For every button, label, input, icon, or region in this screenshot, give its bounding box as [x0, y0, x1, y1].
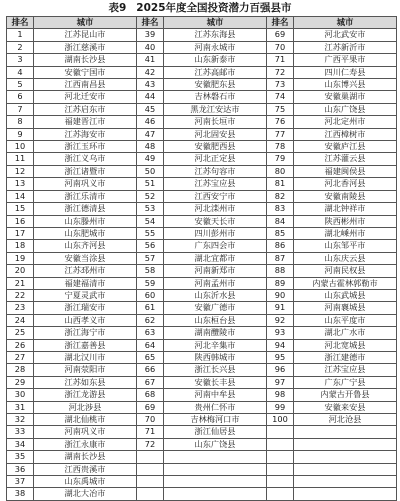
city-cell: 山东滕州市 [34, 215, 137, 227]
city-cell: 河北辛集市 [164, 339, 267, 351]
rank-cell: 54 [137, 215, 164, 227]
rank-cell: 45 [137, 103, 164, 115]
rank-cell: 40 [137, 41, 164, 53]
city-cell: 湖北仙桃市 [34, 414, 137, 426]
rank-cell: 70 [267, 41, 294, 53]
rank-cell: 5 [7, 79, 34, 91]
rank-cell: 46 [137, 116, 164, 128]
rank-cell: 58 [137, 265, 164, 277]
city-cell: 河北沧县 [294, 414, 397, 426]
city-cell: 山东沂水县 [164, 289, 267, 301]
table-row [7, 203, 397, 215]
city-cell: 浙江仙居县 [164, 426, 267, 438]
rank-cell: 74 [267, 91, 294, 103]
rank-cell: 72 [137, 438, 164, 450]
city-cell: 湖南长沙县 [34, 451, 137, 463]
city-cell: 河南巩义市 [34, 426, 137, 438]
rank-cell: 18 [7, 240, 34, 252]
city-cell [294, 463, 397, 475]
table-row [7, 141, 397, 153]
table-row [7, 116, 397, 128]
city-cell: 四川仁寿县 [294, 66, 397, 78]
header-row [7, 17, 397, 29]
rank-cell: 57 [137, 252, 164, 264]
table-row [7, 289, 397, 301]
city-cell: 四川彭州市 [164, 227, 267, 239]
rank-cell: 14 [7, 190, 34, 202]
city-cell: 江苏海安市 [34, 128, 137, 140]
rank-cell: 76 [267, 116, 294, 128]
rank-cell: 89 [267, 277, 294, 289]
table-row [7, 339, 397, 351]
table-row [7, 215, 397, 227]
city-cell: 福建闽侯县 [294, 165, 397, 177]
rank-cell: 15 [7, 203, 34, 215]
rank-cell: 42 [137, 66, 164, 78]
rank-cell: 35 [7, 451, 34, 463]
city-cell: 安徽天长市 [164, 215, 267, 227]
rank-cell: 96 [267, 364, 294, 376]
table-row [7, 240, 397, 252]
rank-cell: 69 [267, 29, 294, 41]
city-cell [164, 488, 267, 500]
city-cell: 浙江嘉善县 [34, 339, 137, 351]
city-cell: 浙江慈溪市 [34, 41, 137, 53]
city-cell: 江苏启东市 [34, 103, 137, 115]
city-cell: 山东广饶县 [164, 438, 267, 450]
city-cell [294, 426, 397, 438]
rank-cell: 31 [7, 401, 34, 413]
city-cell: 安徽肥西县 [164, 141, 267, 153]
table-row [7, 351, 397, 363]
rank-cell [267, 463, 294, 475]
rank-cell: 90 [267, 289, 294, 301]
rank-cell: 6 [7, 91, 34, 103]
rank-cell: 8 [7, 116, 34, 128]
rank-cell: 59 [137, 277, 164, 289]
rank-cell: 34 [7, 438, 34, 450]
city-cell: 江苏高邮市 [164, 66, 267, 78]
table-row [7, 79, 397, 91]
rank-cell: 71 [267, 54, 294, 66]
rank-cell [137, 463, 164, 475]
table-caption [0, 1, 400, 16]
city-cell: 广东四会市 [164, 240, 267, 252]
city-cell: 山东新泰市 [164, 54, 267, 66]
city-cell: 江西南昌县 [34, 79, 137, 91]
rank-cell: 86 [267, 240, 294, 252]
rank-cell: 39 [137, 29, 164, 41]
rank-cell: 61 [137, 302, 164, 314]
rank-cell: 79 [267, 153, 294, 165]
city-cell: 安徽肥东县 [164, 79, 267, 91]
city-cell: 河南孟州市 [164, 277, 267, 289]
table-row [7, 277, 397, 289]
city-cell: 江苏如东县 [34, 376, 137, 388]
city-cell: 吉林磐石市 [164, 91, 267, 103]
city-cell: 浙江义乌市 [34, 153, 137, 165]
rank-cell: 67 [137, 376, 164, 388]
city-cell: 浙江瑞安市 [34, 302, 137, 314]
table-row [7, 128, 397, 140]
city-cell: 内蒙古开鲁县 [294, 389, 397, 401]
city-cell: 河北正定县 [164, 153, 267, 165]
city-cell: 陕西韩城市 [164, 351, 267, 363]
city-cell: 江苏新沂市 [294, 41, 397, 53]
city-cell: 吉林梅河口市 [164, 414, 267, 426]
rank-cell: 83 [267, 203, 294, 215]
city-cell: 湖北大冶市 [34, 488, 137, 500]
rank-cell: 80 [267, 165, 294, 177]
city-cell: 福建福清市 [34, 277, 137, 289]
table-row [7, 463, 397, 475]
city-cell: 河南巩义市 [34, 178, 137, 190]
city-cell: 山东邹平市 [294, 240, 397, 252]
city-cell: 河北迁安市 [34, 91, 137, 103]
table-row [7, 227, 397, 239]
city-cell [294, 438, 397, 450]
city-cell: 浙江建德市 [294, 351, 397, 363]
rank-cell: 68 [137, 389, 164, 401]
city-cell: 浙江海宁市 [34, 327, 137, 339]
table-row [7, 438, 397, 450]
city-cell: 河北宽城县 [294, 339, 397, 351]
rank-cell: 37 [7, 476, 34, 488]
rank-cell: 94 [267, 339, 294, 351]
ranking-table [6, 16, 397, 501]
rank-cell: 43 [137, 79, 164, 91]
city-cell: 内蒙古霍林郭勒市 [294, 277, 397, 289]
rank-cell: 12 [7, 165, 34, 177]
rank-cell: 50 [137, 165, 164, 177]
city-cell: 山东桓台县 [164, 314, 267, 326]
city-cell: 浙江德清县 [34, 203, 137, 215]
city-cell: 湖北宜都市 [164, 252, 267, 264]
header-city: 城市 [164, 17, 267, 29]
header-rank: 排名 [7, 17, 34, 29]
city-cell: 江苏东海县 [164, 29, 267, 41]
city-cell: 福建晋江市 [34, 116, 137, 128]
rank-cell: 100 [267, 414, 294, 426]
caption-label: 表9 [108, 2, 127, 14]
city-cell: 广东广宁县 [294, 376, 397, 388]
rank-cell: 29 [7, 376, 34, 388]
header-city: 城市 [34, 17, 137, 29]
table-row [7, 66, 397, 78]
city-cell: 山西孝义市 [34, 314, 137, 326]
rank-cell: 49 [137, 153, 164, 165]
table-row [7, 414, 397, 426]
city-cell: 河北定州市 [294, 116, 397, 128]
rank-cell: 95 [267, 351, 294, 363]
city-cell: 河南中牟县 [164, 389, 267, 401]
rank-cell: 36 [7, 463, 34, 475]
rank-cell [267, 476, 294, 488]
rank-cell: 84 [267, 215, 294, 227]
rank-cell: 9 [7, 128, 34, 140]
table-row [7, 41, 397, 53]
caption-text: 2025年度全国投资潜力百强县市 [136, 2, 292, 14]
rank-cell [267, 438, 294, 450]
rank-cell: 52 [137, 190, 164, 202]
rank-cell: 81 [267, 178, 294, 190]
city-cell: 湖北汉川市 [34, 351, 137, 363]
city-cell [164, 463, 267, 475]
city-cell: 广西平果市 [294, 54, 397, 66]
rank-cell: 63 [137, 327, 164, 339]
rank-cell: 78 [267, 141, 294, 153]
city-cell: 宁夏灵武市 [34, 289, 137, 301]
city-cell: 山东武城县 [294, 289, 397, 301]
rank-cell: 88 [267, 265, 294, 277]
table-row [7, 29, 397, 41]
table-row [7, 91, 397, 103]
city-cell: 浙江长兴县 [164, 364, 267, 376]
rank-cell: 62 [137, 314, 164, 326]
table-row [7, 153, 397, 165]
city-cell: 湖南长沙县 [34, 54, 137, 66]
rank-cell: 75 [267, 103, 294, 115]
rank-cell: 64 [137, 339, 164, 351]
table-row [7, 389, 397, 401]
city-cell: 河北香河县 [294, 178, 397, 190]
city-cell: 江苏灌云县 [294, 153, 397, 165]
table-row [7, 165, 397, 177]
rank-cell [267, 488, 294, 500]
city-cell: 河北涉县 [34, 401, 137, 413]
rank-cell: 30 [7, 389, 34, 401]
header-rank: 排名 [137, 17, 164, 29]
city-cell: 安徽宁国市 [34, 66, 137, 78]
rank-cell: 10 [7, 141, 34, 153]
rank-cell: 24 [7, 314, 34, 326]
city-cell: 山东广饶县 [294, 103, 397, 115]
city-cell: 河北武安市 [294, 29, 397, 41]
rank-cell: 48 [137, 141, 164, 153]
city-cell: 陕西彬州市 [294, 215, 397, 227]
rank-cell: 66 [137, 364, 164, 376]
city-cell: 河南永城市 [164, 41, 267, 53]
city-cell: 山东禹城市 [34, 476, 137, 488]
table-row [7, 314, 397, 326]
rank-cell [137, 488, 164, 500]
table-row [7, 376, 397, 388]
rank-cell: 11 [7, 153, 34, 165]
city-cell: 河南襄城县 [294, 302, 397, 314]
city-cell: 山东肥城市 [34, 227, 137, 239]
rank-cell: 56 [137, 240, 164, 252]
city-cell: 山东齐河县 [34, 240, 137, 252]
rank-cell: 55 [137, 227, 164, 239]
rank-cell: 4 [7, 66, 34, 78]
city-cell: 江苏邳州市 [34, 265, 137, 277]
rank-cell: 53 [137, 203, 164, 215]
rank-cell: 97 [267, 376, 294, 388]
city-cell: 湖北嵊州市 [294, 227, 397, 239]
table-row [7, 364, 397, 376]
city-cell: 江西樟树市 [294, 128, 397, 140]
city-cell [294, 488, 397, 500]
city-cell: 河南荥阳市 [34, 364, 137, 376]
rank-cell: 93 [267, 327, 294, 339]
table-row [7, 476, 397, 488]
rank-cell: 98 [267, 389, 294, 401]
rank-cell: 25 [7, 327, 34, 339]
rank-cell: 91 [267, 302, 294, 314]
rank-cell: 19 [7, 252, 34, 264]
rank-cell [267, 426, 294, 438]
rank-cell: 32 [7, 414, 34, 426]
rank-cell: 22 [7, 289, 34, 301]
city-cell: 浙江玉环市 [34, 141, 137, 153]
table-body [7, 29, 397, 500]
rank-cell: 21 [7, 277, 34, 289]
city-cell: 湖南醴陵市 [164, 327, 267, 339]
city-cell: 安徽来安县 [294, 401, 397, 413]
rank-cell: 77 [267, 128, 294, 140]
city-cell: 安徽巢湖市 [294, 91, 397, 103]
city-cell: 浙江永康市 [34, 438, 137, 450]
table-row [7, 190, 397, 202]
city-cell: 江苏宝应县 [294, 364, 397, 376]
city-cell [294, 476, 397, 488]
rank-cell: 41 [137, 54, 164, 66]
rank-cell: 99 [267, 401, 294, 413]
rank-cell: 85 [267, 227, 294, 239]
city-cell: 河南长垣市 [164, 116, 267, 128]
city-cell: 河南民权县 [294, 265, 397, 277]
rank-cell: 60 [137, 289, 164, 301]
rank-cell: 71 [137, 426, 164, 438]
table-row [7, 327, 397, 339]
city-cell: 黑龙江安达市 [164, 103, 267, 115]
city-cell: 江苏昆山市 [34, 29, 137, 41]
rank-cell: 17 [7, 227, 34, 239]
city-cell: 浙江龙游县 [34, 389, 137, 401]
table-row [7, 103, 397, 115]
rank-cell: 70 [137, 414, 164, 426]
city-cell: 安徽广德市 [164, 302, 267, 314]
rank-cell: 27 [7, 351, 34, 363]
city-cell: 江西安宁市 [164, 190, 267, 202]
city-cell: 安徽当涂县 [34, 252, 137, 264]
city-cell: 江西贵溪市 [34, 463, 137, 475]
city-cell: 贵州仁怀市 [164, 401, 267, 413]
table-row [7, 252, 397, 264]
rank-cell: 69 [137, 401, 164, 413]
city-cell: 河南新郑市 [164, 265, 267, 277]
city-cell: 安徽长丰县 [164, 376, 267, 388]
rank-cell: 23 [7, 302, 34, 314]
rank-cell: 3 [7, 54, 34, 66]
city-cell: 山东庆云县 [294, 252, 397, 264]
table-row [7, 265, 397, 277]
rank-cell: 7 [7, 103, 34, 115]
city-cell: 安徽南陵县 [294, 190, 397, 202]
table-row [7, 302, 397, 314]
city-cell: 湖北广水市 [294, 327, 397, 339]
header-city: 城市 [294, 17, 397, 29]
rank-cell: 51 [137, 178, 164, 190]
city-cell: 浙江诸暨市 [34, 165, 137, 177]
city-cell: 安徽庐江县 [294, 141, 397, 153]
rank-cell: 38 [7, 488, 34, 500]
rank-cell: 33 [7, 426, 34, 438]
city-cell: 江苏宝应县 [164, 178, 267, 190]
rank-cell: 13 [7, 178, 34, 190]
rank-cell: 72 [267, 66, 294, 78]
rank-cell: 65 [137, 351, 164, 363]
city-cell [164, 476, 267, 488]
rank-cell [137, 476, 164, 488]
table-row [7, 488, 397, 500]
city-cell: 江苏句容市 [164, 165, 267, 177]
table-row [7, 401, 397, 413]
rank-cell: 82 [267, 190, 294, 202]
city-cell: 湖北钟祥市 [294, 203, 397, 215]
rank-cell: 92 [267, 314, 294, 326]
rank-cell: 44 [137, 91, 164, 103]
table-row [7, 54, 397, 66]
rank-cell: 47 [137, 128, 164, 140]
table-row [7, 178, 397, 190]
header-rank: 排名 [267, 17, 294, 29]
rank-cell: 73 [267, 79, 294, 91]
rank-cell: 87 [267, 252, 294, 264]
rank-cell: 20 [7, 265, 34, 277]
city-cell: 山东博兴县 [294, 79, 397, 91]
city-cell: 河北固安县 [164, 128, 267, 140]
rank-cell: 26 [7, 339, 34, 351]
rank-cell: 2 [7, 41, 34, 53]
city-cell: 山东平度市 [294, 314, 397, 326]
rank-cell: 28 [7, 364, 34, 376]
rank-cell: 1 [7, 29, 34, 41]
rank-cell: 16 [7, 215, 34, 227]
city-cell: 浙江乐清市 [34, 190, 137, 202]
table-row [7, 426, 397, 438]
city-cell: 河北滦州市 [164, 203, 267, 215]
